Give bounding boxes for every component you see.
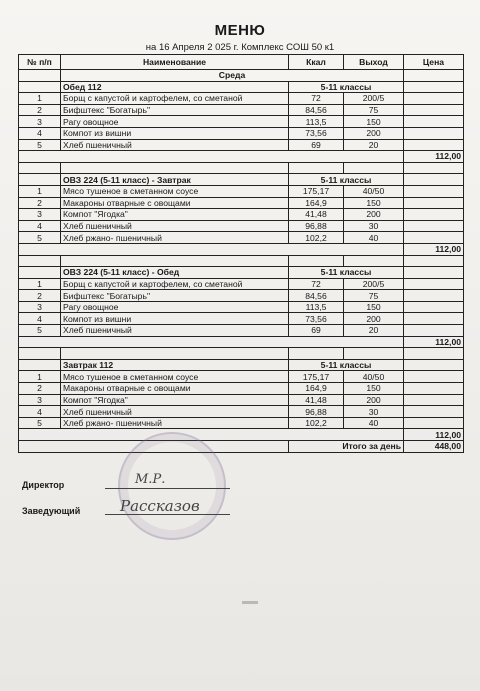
empty-cell [19, 255, 61, 267]
section-name: Завтрак 112 [61, 359, 289, 371]
empty-cell [404, 81, 464, 93]
item-output: 200 [344, 209, 404, 221]
item-number: 2 [19, 383, 61, 395]
item-price [404, 417, 464, 429]
table-row [19, 290, 464, 302]
item-number: 3 [19, 209, 61, 221]
item-number: 3 [19, 394, 61, 406]
item-output: 40/50 [344, 371, 404, 383]
table-row [19, 220, 464, 232]
section-gap-row [19, 255, 464, 267]
empty-cell [344, 162, 404, 174]
column-header-number: № п/п [19, 55, 61, 70]
item-price [404, 232, 464, 244]
empty-cell [61, 348, 289, 360]
item-output: 150 [344, 383, 404, 395]
item-price [404, 116, 464, 128]
column-header-name: Наименование [61, 55, 289, 70]
section-header-row [19, 81, 464, 93]
item-output: 75 [344, 104, 404, 116]
day-label: Среда [61, 70, 404, 82]
item-name: Рагу овощное [61, 301, 289, 313]
item-output: 200/5 [344, 93, 404, 105]
empty-cell [19, 162, 61, 174]
item-output: 30 [344, 406, 404, 418]
section-grade: 5-11 классы [289, 81, 404, 93]
empty-cell [19, 151, 404, 163]
empty-cell [404, 359, 464, 371]
item-number: 3 [19, 116, 61, 128]
table-row [19, 185, 464, 197]
item-output: 150 [344, 301, 404, 313]
item-kcal: 175,17 [289, 185, 344, 197]
section-total: 112,00 [404, 336, 464, 348]
section-gap-row [19, 348, 464, 360]
section-total-row [19, 151, 464, 163]
table-row [19, 93, 464, 105]
item-output: 20 [344, 139, 404, 151]
item-name: Бифштекс "Богатырь" [61, 104, 289, 116]
item-price [404, 209, 464, 221]
item-name: Макароны отварные с овощами [61, 197, 289, 209]
section-header-row [19, 174, 464, 186]
table-row [19, 232, 464, 244]
item-kcal: 164,9 [289, 197, 344, 209]
item-output: 30 [344, 220, 404, 232]
director-signature: М.Р. [135, 472, 166, 487]
table-row [19, 139, 464, 151]
item-kcal: 69 [289, 325, 344, 337]
section-total: 112,00 [404, 243, 464, 255]
table-row [19, 371, 464, 383]
item-number: 4 [19, 220, 61, 232]
item-number: 5 [19, 232, 61, 244]
menu-body [19, 70, 464, 453]
item-output: 200 [344, 313, 404, 325]
item-output: 75 [344, 290, 404, 302]
item-name: Хлеб пшеничный [61, 325, 289, 337]
item-kcal: 41,48 [289, 209, 344, 221]
item-number: 5 [19, 325, 61, 337]
item-name: Компот из вишни [61, 127, 289, 139]
manager-signature: Рассказов [120, 497, 200, 515]
item-kcal: 96,88 [289, 406, 344, 418]
column-header-output: Выход [344, 55, 404, 70]
section-header-row [19, 267, 464, 279]
item-number: 3 [19, 301, 61, 313]
table-row [19, 278, 464, 290]
empty-cell [344, 348, 404, 360]
item-name: Компот "Ягодка" [61, 209, 289, 221]
section-total-row [19, 429, 464, 441]
table-row [19, 127, 464, 139]
table-row [19, 104, 464, 116]
empty-cell [404, 255, 464, 267]
empty-cell [19, 267, 61, 279]
section-grade: 5-11 классы [289, 359, 404, 371]
item-name: Мясо тушеное в сметанном соусе [61, 371, 289, 383]
item-kcal: 96,88 [289, 220, 344, 232]
section-grade: 5-11 классы [289, 174, 404, 186]
item-name: Хлеб пшеничный [61, 406, 289, 418]
menu-table [18, 54, 464, 453]
item-name: Макароны отварные с овощами [61, 383, 289, 395]
director-label: Директор [22, 480, 65, 490]
empty-cell [61, 255, 289, 267]
item-kcal: 102,2 [289, 417, 344, 429]
column-header-kcal: Ккал [289, 55, 344, 70]
item-number: 1 [19, 371, 61, 383]
day-total-value: 448,00 [404, 441, 464, 453]
item-price [404, 139, 464, 151]
empty-cell [289, 348, 344, 360]
empty-cell [404, 162, 464, 174]
item-kcal: 84,56 [289, 104, 344, 116]
section-total-row [19, 336, 464, 348]
item-price [404, 406, 464, 418]
table-row [19, 383, 464, 395]
item-price [404, 127, 464, 139]
empty-cell [19, 174, 61, 186]
item-name: Мясо тушеное в сметанном соусе [61, 185, 289, 197]
empty-cell [289, 255, 344, 267]
director-signature-line [105, 488, 230, 489]
item-output: 40 [344, 232, 404, 244]
section-header-row [19, 359, 464, 371]
item-number: 2 [19, 197, 61, 209]
section-name: ОВЗ 224 (5-11 класс) - Завтрак [61, 174, 289, 186]
section-total: 112,00 [404, 151, 464, 163]
smudge-mark [242, 601, 258, 604]
item-kcal: 72 [289, 93, 344, 105]
item-number: 5 [19, 139, 61, 151]
item-kcal: 69 [289, 139, 344, 151]
item-kcal: 113,5 [289, 301, 344, 313]
item-name: Хлеб ржано- пшеничный [61, 417, 289, 429]
item-output: 200/5 [344, 278, 404, 290]
item-number: 1 [19, 93, 61, 105]
column-header-price: Цена [404, 55, 464, 70]
item-kcal: 175,17 [289, 371, 344, 383]
item-price [404, 93, 464, 105]
item-kcal: 102,2 [289, 232, 344, 244]
item-kcal: 41,48 [289, 394, 344, 406]
empty-cell [19, 243, 404, 255]
table-row [19, 313, 464, 325]
item-name: Хлеб пшеничный [61, 139, 289, 151]
item-name: Компот "Ягодка" [61, 394, 289, 406]
day-total-label: Итого за день [289, 441, 404, 453]
item-price [404, 325, 464, 337]
empty-cell [19, 359, 61, 371]
manager-label: Заведующий [22, 506, 81, 516]
section-gap-row [19, 162, 464, 174]
table-row [19, 301, 464, 313]
item-number: 4 [19, 406, 61, 418]
menu-subtitle: на 16 Апреля 2 025 г. Комплекс СОШ 50 к1 [145, 42, 335, 53]
item-price [404, 290, 464, 302]
item-number: 1 [19, 185, 61, 197]
item-price [404, 383, 464, 395]
table-header-row [19, 55, 464, 70]
item-price [404, 185, 464, 197]
item-number: 1 [19, 278, 61, 290]
item-price [404, 313, 464, 325]
item-kcal: 73,56 [289, 313, 344, 325]
section-grade: 5-11 классы [289, 267, 404, 279]
item-price [404, 371, 464, 383]
item-price [404, 197, 464, 209]
empty-cell [19, 429, 404, 441]
empty-cell [344, 255, 404, 267]
item-output: 40 [344, 417, 404, 429]
item-name: Хлеб пшеничный [61, 220, 289, 232]
table-row [19, 325, 464, 337]
item-name: Борщ с капустой и картофелем, со сметаной [61, 278, 289, 290]
item-output: 200 [344, 127, 404, 139]
item-name: Борщ с капустой и картофелем, со сметаной [61, 93, 289, 105]
empty-cell [404, 348, 464, 360]
item-kcal: 84,56 [289, 290, 344, 302]
empty-cell [404, 267, 464, 279]
item-name: Компот из вишни [61, 313, 289, 325]
section-name: Обед 112 [61, 81, 289, 93]
section-total: 112,00 [404, 429, 464, 441]
item-price [404, 301, 464, 313]
item-price [404, 220, 464, 232]
item-number: 4 [19, 127, 61, 139]
item-output: 150 [344, 116, 404, 128]
item-name: Рагу овощное [61, 116, 289, 128]
item-kcal: 72 [289, 278, 344, 290]
item-kcal: 164,9 [289, 383, 344, 395]
item-output: 150 [344, 197, 404, 209]
empty-cell [61, 162, 289, 174]
item-name: Бифштекс "Богатырь" [61, 290, 289, 302]
item-output: 40/50 [344, 185, 404, 197]
menu-title: МЕНЮ [214, 22, 266, 39]
item-kcal: 113,5 [289, 116, 344, 128]
section-name: ОВЗ 224 (5-11 класс) - Обед [61, 267, 289, 279]
item-output: 200 [344, 394, 404, 406]
empty-cell [19, 348, 61, 360]
empty-cell [19, 81, 61, 93]
section-total-row [19, 243, 464, 255]
empty-cell [19, 336, 404, 348]
item-price [404, 394, 464, 406]
day-row [19, 70, 464, 82]
table-row [19, 116, 464, 128]
table-row [19, 406, 464, 418]
item-price [404, 104, 464, 116]
item-number: 5 [19, 417, 61, 429]
day-total-row [19, 441, 464, 453]
item-kcal: 73,56 [289, 127, 344, 139]
item-number: 2 [19, 290, 61, 302]
item-number: 2 [19, 104, 61, 116]
table-row [19, 209, 464, 221]
item-output: 20 [344, 325, 404, 337]
table-row [19, 197, 464, 209]
item-price [404, 278, 464, 290]
empty-cell [289, 162, 344, 174]
table-row [19, 417, 464, 429]
item-number: 4 [19, 313, 61, 325]
table-row [19, 394, 464, 406]
empty-cell [404, 174, 464, 186]
item-name: Хлеб ржано- пшеничный [61, 232, 289, 244]
